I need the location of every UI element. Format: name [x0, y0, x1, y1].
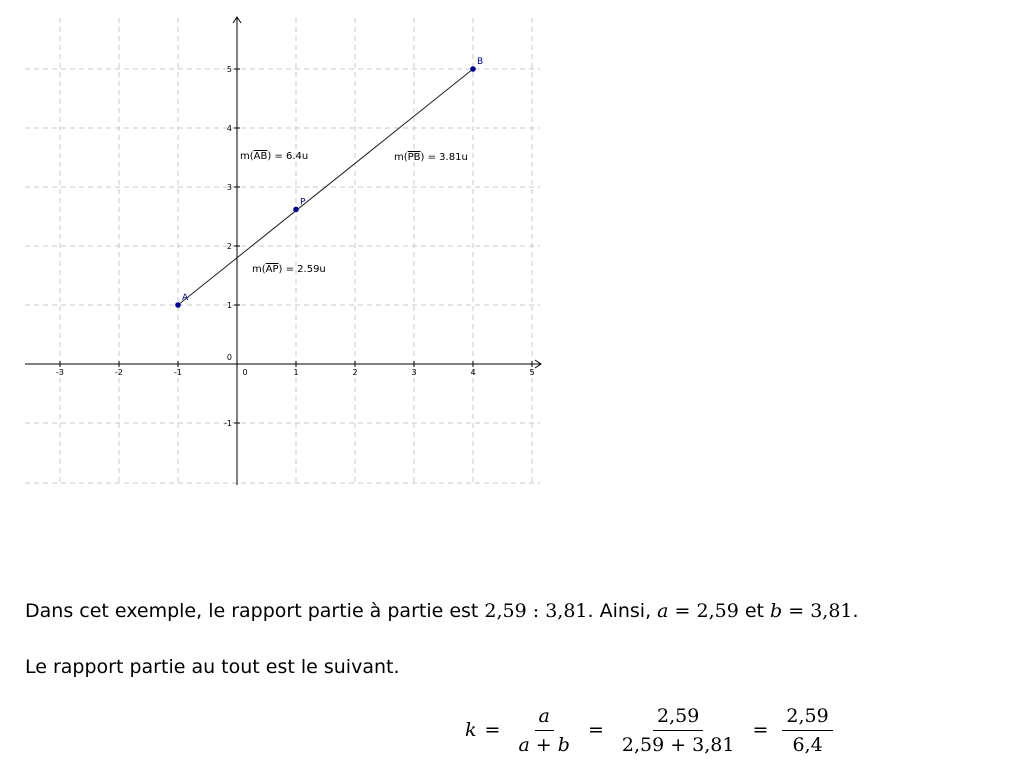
y-tick-label: 0 [226, 353, 232, 362]
variable-a: a [657, 600, 669, 622]
fraction-denominator: 2,59 + 3,81 [621, 733, 735, 756]
y-tick-label: -1 [224, 419, 232, 428]
variable-b: b [770, 600, 783, 622]
formula-equals: = [484, 719, 501, 741]
fraction-numerator: 2,59 [653, 705, 703, 731]
formula-equals: = [587, 719, 604, 741]
y-tick-label: 4 [226, 124, 232, 133]
fraction-denominator: 6,4 [792, 733, 823, 756]
segment-name: PB [407, 152, 421, 163]
ratio-value: 2,59 : 3,81 [484, 600, 588, 622]
fraction-denominator: a + b [518, 733, 570, 756]
fraction-values [618, 705, 739, 756]
grid-lines [25, 18, 540, 485]
point-b [470, 66, 476, 72]
formula-lhs: k [465, 719, 477, 741]
y-tick-label: 3 [226, 183, 232, 192]
point-p [293, 207, 299, 213]
x-tick-label: -1 [174, 368, 182, 377]
y-tick-label: 5 [226, 65, 232, 74]
whole-ratio-sentence: Le rapport partie au tout est le suivant. [25, 656, 400, 678]
x-tick-label: 2 [352, 368, 358, 377]
x-tick-label: -2 [115, 368, 123, 377]
segment-name: AB [253, 151, 268, 162]
x-tick-label: 3 [411, 368, 417, 377]
y-tick-label: 2 [226, 242, 232, 251]
measure-labels [240, 151, 468, 275]
point-label-a: A [182, 293, 189, 303]
x-tick-label: -3 [56, 368, 64, 377]
point-label-b: B [477, 57, 484, 67]
example-sentence [25, 600, 859, 622]
axes [25, 17, 541, 485]
sentence-end: . [852, 600, 859, 622]
fraction-numerator: 2,59 [782, 705, 832, 731]
value-b: = 3,81 [782, 600, 853, 622]
formula-equals: = [752, 719, 769, 741]
fraction-result [782, 705, 832, 756]
fraction-symbolic [514, 705, 574, 756]
x-tick-label: 1 [293, 368, 299, 377]
x-tick-label: 4 [470, 368, 476, 377]
point-label-p: P [300, 197, 306, 208]
sentence-text: et [738, 600, 771, 622]
x-tick-label: 5 [529, 368, 535, 377]
point-a [175, 302, 181, 308]
y-tick-label: 1 [226, 301, 232, 310]
fraction-numerator: a [535, 705, 554, 731]
sentence-text: Dans cet exemple, le rapport partie à partie est [25, 600, 485, 622]
x-tick-label: 0 [242, 368, 248, 377]
ratio-formula [465, 700, 839, 760]
sentence-text: . Ainsi, [587, 600, 658, 622]
measure-label-ab: m(AB) = 6.4u [240, 151, 309, 162]
segment-name: AP [265, 264, 279, 275]
value-a: = 2,59 [668, 600, 739, 622]
measure-label-pb: m(PB) = 3.81u [394, 152, 468, 163]
coordinate-graph [0, 0, 560, 500]
measure-label-ap: m(AP) = 2.59u [252, 264, 326, 275]
